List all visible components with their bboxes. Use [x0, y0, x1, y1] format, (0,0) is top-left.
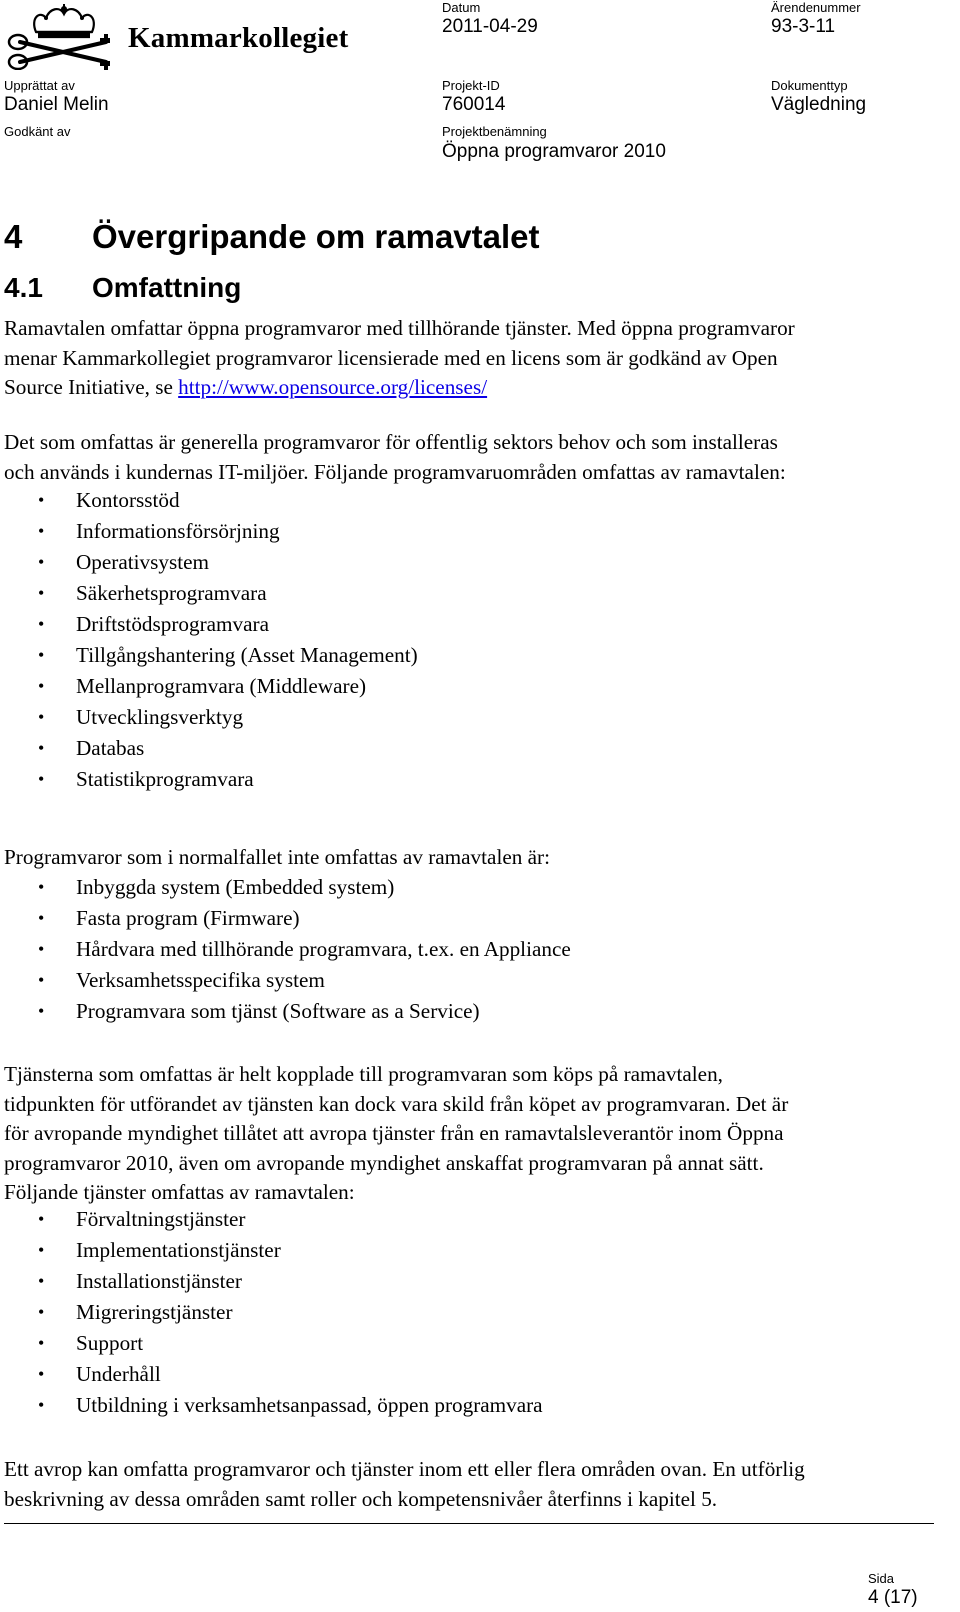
arende-label: Ärendenummer [771, 0, 861, 15]
list-item-text: Operativsystem [76, 550, 209, 574]
paragraph-line: Tjänsterna som omfattas är helt kopplade till programvaran som köps på ramavtalen, [4, 1062, 723, 1086]
list-item-text: Mellanprogramvara (Middleware) [76, 674, 367, 698]
list-item [0, 764, 900, 795]
list-item-text: Support [76, 1331, 144, 1355]
projektid-value: 760014 [442, 94, 506, 115]
list-item [0, 1390, 900, 1421]
paragraph-line: för avropande myndighet tillåtet att avropa tjänster från en ramavtalsleverantör inom Öppna [4, 1121, 784, 1145]
list-item [0, 1204, 900, 1235]
included-software-list [0, 485, 900, 795]
list-item [0, 1359, 900, 1390]
paragraph-line [4, 373, 954, 403]
upprattat-value: Daniel Melin [4, 94, 109, 115]
dokumenttyp-value: Vägledning [771, 94, 867, 115]
bullet-icon: • [38, 614, 45, 634]
paragraph-line: Det som omfattas är generella programvaror för offentlig sektors behov och som installeras [4, 430, 778, 454]
bullet-icon: • [38, 583, 45, 603]
section-heading [4, 272, 241, 304]
list-item-text: Statistikprogramvara [76, 767, 254, 791]
list-item [0, 934, 900, 965]
list-item [0, 903, 900, 934]
list-item-text: Databas [76, 736, 145, 760]
bullet-icon: • [38, 1240, 45, 1260]
list-item [0, 1235, 900, 1266]
list-item [0, 733, 900, 764]
paragraph-line-text: Source Initiative, se [4, 375, 179, 399]
list-item [0, 516, 900, 547]
paragraph-line: Programvaror som i normalfallet inte omfattas av ramavtalen är: [4, 845, 550, 869]
bullet-icon: • [38, 877, 45, 897]
arende-value: 93-3-11 [771, 16, 836, 37]
paragraph-excluded-intro [4, 843, 954, 873]
list-item-text: Driftstödsprogramvara [76, 612, 269, 636]
paragraph-line: beskrivning av dessa områden samt roller och kompetensnivåer återfinns i kapitel 5. [4, 1486, 718, 1511]
bullet-icon: • [38, 908, 45, 928]
list-item [0, 965, 900, 996]
list-item [0, 1266, 900, 1297]
list-item-text: Installationstjänster [76, 1269, 242, 1293]
list-item-text: Utvecklingsverktyg [76, 705, 244, 729]
paragraph-line: Ett avrop kan omfatta programvaror och tjänster inom ett eller flera områden ovan. En utförlig [4, 1457, 805, 1481]
list-item [0, 1328, 900, 1359]
list-item-text: Säkerhetsprogramvara [76, 581, 267, 605]
list-item [0, 872, 900, 903]
bullet-icon: • [38, 1001, 45, 1021]
projektid-label: Projekt-ID [442, 78, 500, 93]
list-item-text: Informationsförsörjning [76, 519, 280, 543]
bullet-icon: • [38, 769, 45, 789]
chapter-number: 4 [4, 218, 23, 255]
list-item-text: Hårdvara med tillhörande programvara, t.ex. en Appliance [76, 937, 571, 961]
section-title: Omfattning [92, 272, 242, 303]
list-item [0, 702, 900, 733]
datum-value: 2011-04-29 [442, 16, 538, 37]
included-services-list [0, 1204, 900, 1421]
bullet-icon: • [38, 552, 45, 572]
bullet-icon: • [38, 645, 45, 665]
bullet-icon: • [38, 738, 45, 758]
projektbenamning-value: Öppna programvaror 2010 [442, 141, 666, 162]
page-number: 4 (17) [868, 1587, 918, 1608]
section-number: 4.1 [4, 272, 43, 303]
paragraph-line: menar Kammarkollegiet programvaror licensierade med en licens som är godkänd av Open [4, 345, 778, 370]
paragraph-scope-intro [4, 314, 954, 403]
bullet-icon: • [38, 1271, 45, 1291]
page-label: Sida [868, 1571, 895, 1586]
list-item-text: Fasta program (Firmware) [76, 906, 300, 930]
paragraph-services [4, 1060, 954, 1208]
list-item [0, 578, 900, 609]
chapter-heading [4, 218, 540, 256]
list-item-text: Förvaltningstjänster [76, 1207, 246, 1231]
opensource-licenses-link[interactable]: http://www.opensource.org/licenses/ [178, 375, 488, 399]
crown-keys-icon [6, 4, 124, 70]
bullet-icon: • [38, 1364, 45, 1384]
list-item [0, 547, 900, 578]
bullet-icon: • [38, 676, 45, 696]
upprattat-label: Upprättat av [4, 78, 75, 93]
paragraph-line: och används i kundernas IT-miljöer. Följande programvaruområden omfattas av ramavtalen: [4, 459, 786, 484]
bullet-icon: • [38, 939, 45, 959]
list-item [0, 609, 900, 640]
dokumenttyp-label: Dokumenttyp [771, 78, 848, 93]
bullet-icon: • [38, 707, 45, 727]
datum-label: Datum [442, 0, 481, 15]
list-item-text: Tillgångshantering (Asset Management) [76, 643, 418, 667]
projektbenamning-label: Projektbenämning [442, 124, 547, 139]
list-item-text: Underhåll [76, 1362, 161, 1386]
kammarkollegiet-logo [6, 4, 349, 70]
list-item [0, 640, 900, 671]
bullet-icon: • [38, 521, 45, 541]
paragraph-line: tidpunkten för utförandet av tjänsten kan dock vara skild från köpet av programvaran. Det är [4, 1091, 789, 1116]
bullet-icon: • [38, 1395, 45, 1415]
bullet-icon: • [38, 490, 45, 510]
bullet-icon: • [38, 1333, 45, 1353]
list-item [0, 671, 900, 702]
paragraph-closing [4, 1455, 954, 1514]
bullet-icon: • [38, 1209, 45, 1229]
paragraph-line: programvaror 2010, även om avropande myndighet anskaffat programvaran på annat sätt. [4, 1150, 764, 1175]
chapter-title: Övergripande om ramavtalet [92, 218, 540, 255]
paragraph-software-areas [4, 428, 954, 487]
list-item-text: Kontorsstöd [76, 488, 180, 512]
logo-wordmark: Kammarkollegiet [128, 22, 349, 54]
list-item-text: Implementationstjänster [76, 1238, 281, 1262]
list-item-text: Inbyggda system (Embedded system) [76, 875, 395, 899]
list-item [0, 1297, 900, 1328]
paragraph-line: Följande tjänster omfattas av ramavtalen: [4, 1180, 355, 1204]
list-item-text: Utbildning i verksamhetsanpassad, öppen programvara [76, 1393, 543, 1417]
bullet-icon: • [38, 1302, 45, 1322]
paragraph-line: Ramavtalen omfattar öppna programvaror med tillhörande tjänster. Med öppna programvaror [4, 316, 795, 340]
godkant-label: Godkänt av [4, 124, 71, 139]
list-item-text: Programvara som tjänst (Software as a Service) [76, 999, 480, 1023]
list-item [0, 485, 900, 516]
footer-divider [4, 1523, 934, 1524]
excluded-software-list [0, 872, 900, 1027]
list-item-text: Migreringstjänster [76, 1300, 233, 1324]
list-item-text: Verksamhetsspecifika system [76, 968, 325, 992]
bullet-icon: • [38, 970, 45, 990]
list-item [0, 996, 900, 1027]
